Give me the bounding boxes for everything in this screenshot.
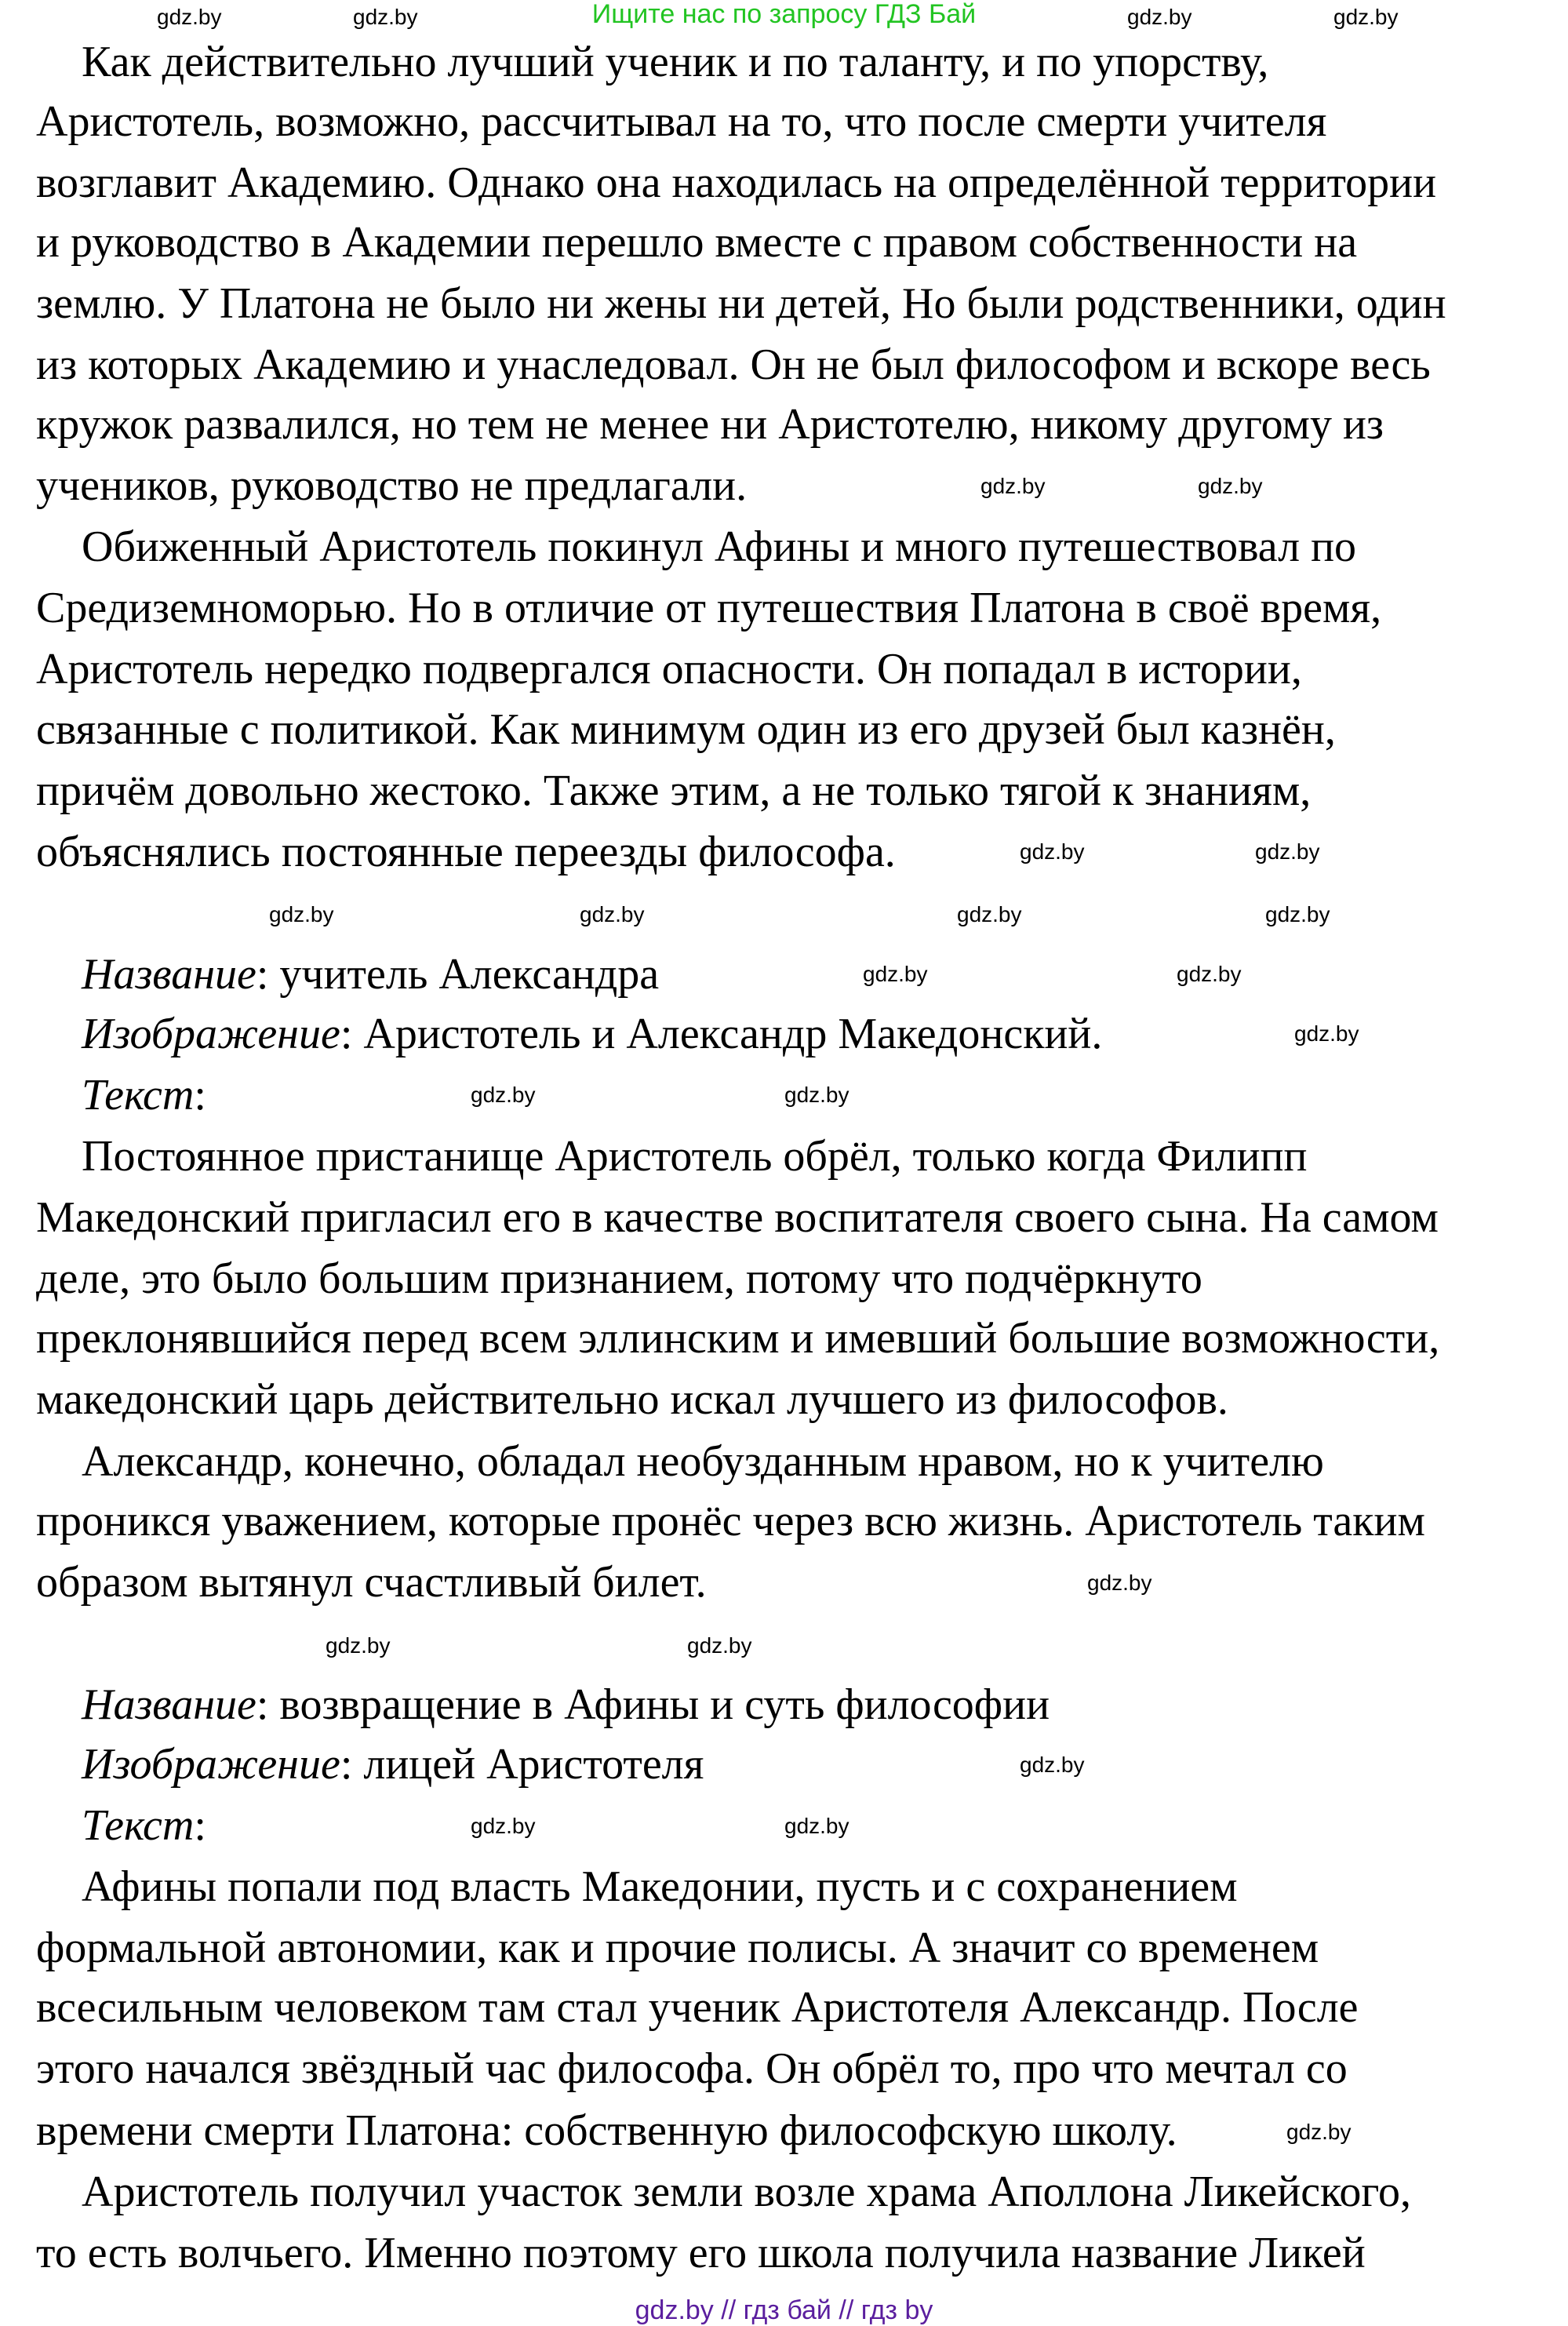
text-line (36, 1194, 1439, 1241)
watermark-text: gdz.by (957, 902, 1022, 926)
line-text: деле, это было большим признанием, потому что подчёркнуто (36, 1254, 1202, 1303)
line-text: : (194, 1801, 206, 1850)
text-line (36, 706, 1336, 753)
line-text: возглавит Академию. Однако она находилась на определённой территории (36, 158, 1437, 207)
line-text: : лицей Аристотеля (340, 1740, 704, 1789)
text-line (82, 2168, 1411, 2215)
line-text: причём довольно жестоко. Также этим, а не только тягой к знаниям, (36, 766, 1312, 815)
text-line (36, 2230, 1366, 2277)
text-line (82, 1863, 1238, 1910)
watermark-text: gdz.by (1265, 902, 1330, 926)
watermark-text: gdz.by (784, 1814, 849, 1838)
text-line (36, 1984, 1359, 2031)
line-text: Обиженный Аристотель покинул Афины и много путешествовал по (82, 522, 1357, 571)
text-line (36, 1559, 707, 1606)
text-line (36, 2107, 1177, 2154)
line-text: Аристотель, возможно, рассчитывал на то, что после смерти учителя (36, 97, 1327, 146)
text-line (36, 2045, 1348, 2092)
text-line (82, 1681, 1050, 1728)
line-text: Афины попали под власть Македонии, пусть и с сохранением (82, 1862, 1238, 1911)
watermark-text: gdz.by (269, 902, 334, 926)
text-line (82, 1072, 206, 1119)
watermark-text: gdz.by (863, 962, 928, 986)
text-line (36, 767, 1311, 814)
line-text: то есть волчьего. Именно поэтому его школа получила название Ликей (36, 2229, 1366, 2277)
text-line (36, 219, 1357, 266)
text-line (82, 951, 659, 998)
watermark-text: gdz.by (471, 1814, 536, 1838)
line-text: : учитель Александра (256, 950, 660, 999)
watermark-text: gdz.by (1333, 5, 1399, 29)
text-line (36, 98, 1326, 145)
line-text: Постоянное пристанище Аристотель обрёл, только когда Филипп (82, 1132, 1308, 1181)
line-text: связанные с политикой. Как минимум один из его друзей был казнён, (36, 705, 1336, 754)
text-line (36, 1498, 1425, 1545)
line-text: учеников, руководство не предлагали. (36, 461, 748, 510)
watermark-text: gdz.by (1087, 1571, 1152, 1595)
text-line (82, 1010, 1102, 1057)
text-line (82, 1741, 704, 1788)
text-line (36, 1376, 1228, 1423)
line-text: из которых Академию и унаследовал. Он не был философом и вскоре весь (36, 340, 1431, 389)
footer-watermark: gdz.by // гдз бай // гдз by (635, 2295, 933, 2325)
line-text: и руководство в Академии перешло вместе с правом собственности на (36, 218, 1358, 267)
watermark-text: gdz.by (784, 1083, 849, 1107)
text-line (36, 1315, 1439, 1362)
text-line (36, 280, 1446, 327)
text-line (36, 1924, 1319, 1971)
watermark-text: gdz.by (980, 474, 1046, 498)
watermark-text: gdz.by (157, 5, 222, 29)
text-line (36, 1255, 1202, 1302)
line-text: кружок развалился, но тем не менее ни Аристотелю, никому другому из (36, 400, 1384, 449)
watermark-text: gdz.by (1198, 474, 1263, 498)
line-text: формальной автономии, как и прочие полисы. А значит со временем (36, 1924, 1319, 1972)
watermark-text: gdz.by (1255, 839, 1320, 864)
field-label: Название (82, 950, 256, 999)
watermark-text: gdz.by (687, 1633, 752, 1658)
text-line (82, 1438, 1324, 1485)
text-line (36, 341, 1431, 388)
line-text: образом вытянул счастливый билет. (36, 1558, 707, 1607)
watermark-text: gdz.by (1286, 2120, 1352, 2144)
watermark-text: gdz.by (1294, 1021, 1359, 1046)
line-text: : (194, 1071, 206, 1119)
line-text: Александр, конечно, обладал необузданным нравом, но к учителю (82, 1437, 1324, 1486)
text-line (36, 646, 1302, 693)
field-label: Изображение (82, 1740, 340, 1789)
watermark-text: gdz.by (580, 902, 645, 926)
text-line (82, 1133, 1307, 1180)
line-text: проникся уважением, которые пронёс через всю жизнь. Аристотель таким (36, 1497, 1425, 1545)
line-text: : Аристотель и Александр Македонский. (340, 1010, 1103, 1058)
line-text: : возвращение в Афины и суть философии (256, 1680, 1050, 1729)
line-text: Аристотель нередко подвергался опасности. Он попадал в истории, (36, 645, 1302, 693)
line-text: этого начался звёздный час философа. Он обрёл то, про что мечтал со (36, 2044, 1348, 2093)
text-line (82, 1802, 206, 1849)
text-line (36, 828, 896, 875)
text-line (36, 584, 1381, 632)
text-line (82, 38, 1268, 86)
line-text: македонский царь действительно искал лучшего из философов. (36, 1375, 1228, 1424)
field-label: Текст (82, 1071, 195, 1119)
line-text: Македонский пригласил его в качестве воспитателя своего сына. На самом (36, 1193, 1439, 1242)
line-text: Средиземноморью. Но в отличие от путешествия Платона в своё время, (36, 584, 1382, 632)
line-text: всесильным человеком там стал ученик Аристотеля Александр. После (36, 1983, 1359, 2032)
line-text: времени смерти Платона: собственную философскую школу. (36, 2106, 1177, 2155)
field-label: Название (82, 1680, 256, 1729)
field-label: Текст (82, 1801, 195, 1850)
text-line (36, 462, 747, 509)
line-text: объяснялись постоянные переезды философа. (36, 828, 896, 876)
line-text: землю. У Платона не было ни жены ни детей, Но были родственники, один (36, 279, 1446, 328)
search-banner: Ищите нас по запросу ГДЗ Бай (591, 0, 977, 29)
watermark-text: gdz.by (471, 1083, 536, 1107)
watermark-text: gdz.by (1020, 1753, 1085, 1777)
line-text: преклонявшийся перед всем эллинским и имевший большие возможности, (36, 1314, 1440, 1363)
watermark-text: gdz.by (353, 5, 418, 29)
watermark-text: gdz.by (326, 1633, 391, 1658)
line-text: Как действительно лучший ученик и по таланту, и по упорству, (82, 38, 1269, 86)
line-text: Аристотель получил участок земли возле храма Аполлона Ликейского, (82, 2168, 1411, 2216)
text-line (36, 159, 1436, 206)
text-line (82, 523, 1356, 570)
watermark-text: gdz.by (1127, 5, 1192, 29)
text-line (36, 401, 1384, 448)
field-label: Изображение (82, 1010, 340, 1058)
watermark-text: gdz.by (1020, 839, 1085, 864)
watermark-text: gdz.by (1177, 962, 1242, 986)
